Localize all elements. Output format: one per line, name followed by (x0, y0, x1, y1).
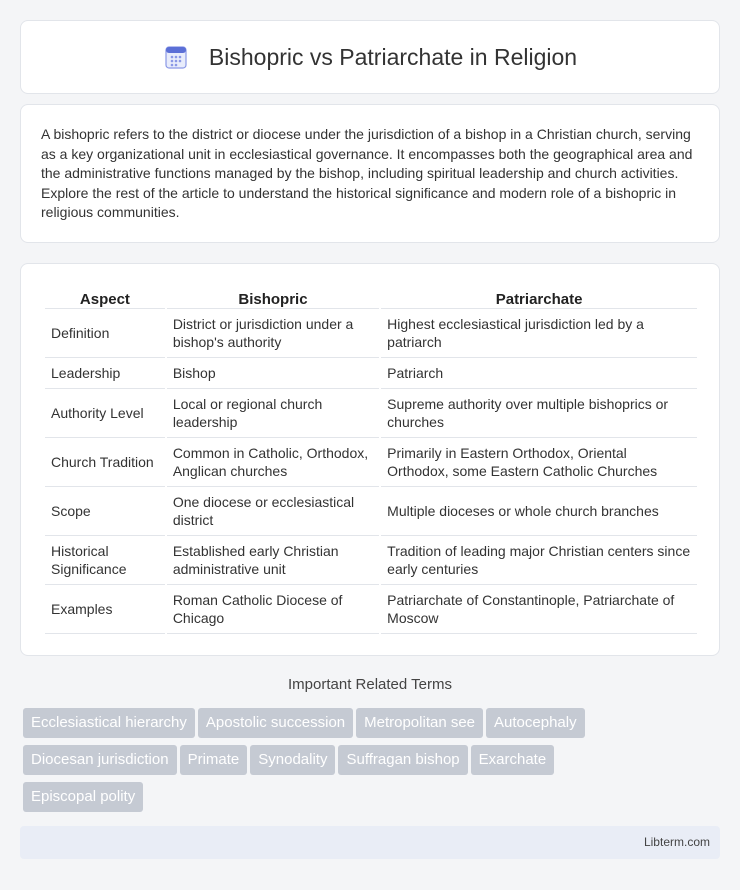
related-term-tag[interactable]: Exarchate (471, 745, 555, 775)
cell-bishopric: Common in Catholic, Orthodox, Anglican churches (167, 438, 379, 487)
footer-site-link[interactable]: Libterm.com (643, 835, 710, 849)
cell-patriarchate: Patriarch (381, 358, 697, 389)
cell-patriarchate: Supreme authority over multiple bishoprics or churches (381, 389, 697, 438)
cell-aspect: Authority Level (45, 389, 165, 438)
related-term-tag[interactable]: Suffragan bishop (338, 745, 467, 775)
cell-aspect: Scope (45, 487, 165, 536)
related-term-tag[interactable]: Diocesan jurisdiction (23, 745, 177, 775)
cell-bishopric: Roman Catholic Diocese of Chicago (167, 585, 379, 634)
table-header-row (45, 284, 697, 309)
table-row (45, 585, 697, 634)
page-title: Bishopric vs Patriarchate in Religion (208, 43, 578, 70)
cell-aspect: Examples (45, 585, 165, 634)
header-patriarchate: Patriarchate (381, 284, 697, 309)
cell-aspect: Church Tradition (45, 438, 165, 487)
cell-bishopric: One diocese or ecclesiastical district (167, 487, 379, 536)
related-term-tag[interactable]: Ecclesiastical hierarchy (23, 708, 195, 738)
cell-aspect: Leadership (45, 358, 165, 389)
calendar-grid-icon (163, 44, 189, 70)
table-row (45, 438, 697, 487)
table-row (45, 358, 697, 389)
cell-bishopric: Established early Christian administrative unit (167, 536, 379, 585)
comparison-table-card (20, 263, 720, 656)
related-term-tag[interactable]: Primate (180, 745, 248, 775)
related-terms-title: Important Related Terms (288, 676, 452, 693)
cell-bishopric: District or jurisdiction under a bishop's authority (167, 309, 379, 358)
related-terms-list (23, 708, 723, 819)
table-row (45, 487, 697, 536)
related-term-tag[interactable]: Autocephaly (486, 708, 585, 738)
cell-bishopric: Bishop (167, 358, 379, 389)
header-aspect: Aspect (45, 284, 165, 309)
header-card (20, 20, 720, 94)
cell-bishopric: Local or regional church leadership (167, 389, 379, 438)
cell-aspect: Definition (45, 309, 165, 358)
intro-card (20, 104, 720, 243)
cell-patriarchate: Tradition of leading major Christian centers since early centuries (381, 536, 697, 585)
cell-patriarchate: Patriarchate of Constantinople, Patriarchate of Moscow (381, 585, 697, 634)
cell-patriarchate: Highest ecclesiastical jurisdiction led by a patriarch (381, 309, 697, 358)
table-row (45, 389, 697, 438)
related-term-tag[interactable]: Apostolic succession (198, 708, 353, 738)
table-row (45, 536, 697, 585)
intro-text: A bishopric refers to the district or diocese under the jurisdiction of a bishop in a Christian church, serving as a key organizational unit in ecclesiastical governance. It encompasses both the geographical area and the administrative functions managed by the bishop, including spiritual leadership and church activities. Explore the rest of the article to understand the historical significance and modern role of a bishopric in religious communities. (41, 126, 693, 221)
cell-patriarchate: Multiple dioceses or whole church branches (381, 487, 697, 536)
footer (20, 826, 720, 859)
cell-aspect: Historical Significance (45, 536, 165, 585)
related-term-tag[interactable]: Synodality (250, 745, 335, 775)
table-row (45, 309, 697, 358)
header-bishopric: Bishopric (167, 284, 379, 309)
cell-patriarchate: Primarily in Eastern Orthodox, Oriental Orthodox, some Eastern Catholic Churches (381, 438, 697, 487)
related-term-tag[interactable]: Metropolitan see (356, 708, 483, 738)
comparison-table (43, 284, 699, 634)
related-term-tag[interactable]: Episcopal polity (23, 782, 143, 812)
